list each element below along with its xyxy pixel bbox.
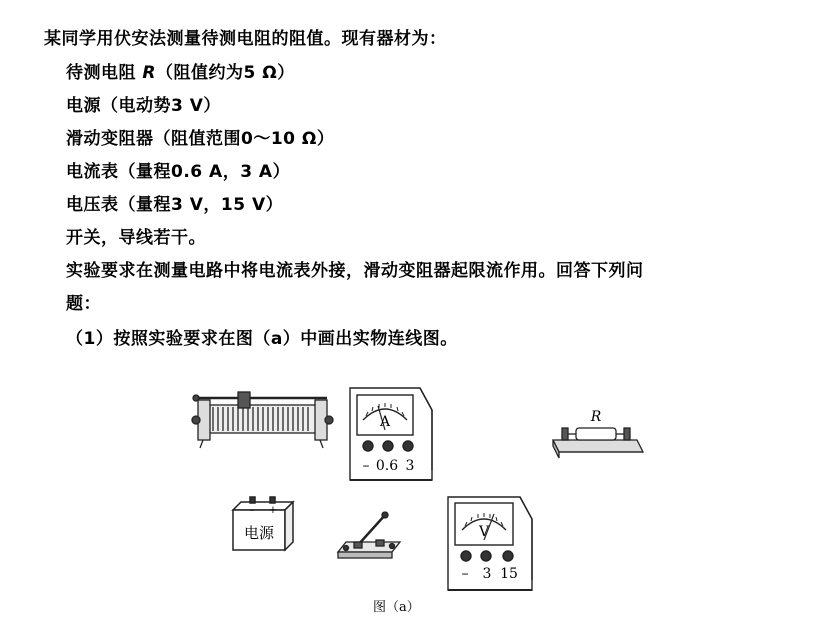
item-resistor-symbol: R	[142, 63, 157, 83]
resistor	[553, 428, 643, 458]
battery-minus: –	[249, 505, 255, 516]
ammeter-terminal-neg: –	[362, 458, 370, 474]
item-voltmeter: 电压表（量程3 V，15 V）	[66, 195, 284, 215]
ammeter-terminal-06: 0.6	[375, 458, 399, 474]
switch	[338, 512, 400, 558]
resistor-label: R	[590, 409, 602, 425]
requirement-line2: 题：	[66, 294, 101, 314]
item-switch-wires: 开关，导线若干。	[66, 228, 206, 248]
voltmeter-dial-letter: V	[478, 524, 490, 540]
voltmeter-terminal-3: 3	[482, 566, 492, 582]
requirement-line1: 实验要求在测量电路中将电流表外接，滑动变阻器起限流作用。回答下列问	[66, 261, 644, 281]
ammeter-terminal-3: 3	[405, 458, 415, 474]
ammeter-dial-letter: A	[379, 414, 391, 430]
item-power: 电源（电动势3 V）	[66, 96, 221, 116]
item-resistor-suffix: （阻值约为5 Ω）	[156, 63, 295, 83]
voltmeter-terminal-15: 15	[500, 566, 518, 582]
item-resistor-prefix: 待测电阻	[66, 63, 143, 83]
battery-plus: +	[268, 505, 278, 516]
item-ammeter: 电流表（量程0.6 A，3 A）	[66, 162, 291, 182]
voltmeter-terminal-neg: –	[461, 566, 469, 582]
question-1: （1）按照实验要求在图（a）中画出实物连线图。	[66, 329, 458, 349]
item-rheostat: 滑动变阻器（阻值范围0～10 Ω）	[66, 129, 335, 149]
figure-caption: 图（a）	[373, 600, 420, 615]
problem-intro: 某同学用伏安法测量待测电阻的阻值。现有器材为：	[44, 29, 447, 49]
battery-label: 电源	[243, 524, 275, 542]
rheostat	[192, 392, 333, 448]
